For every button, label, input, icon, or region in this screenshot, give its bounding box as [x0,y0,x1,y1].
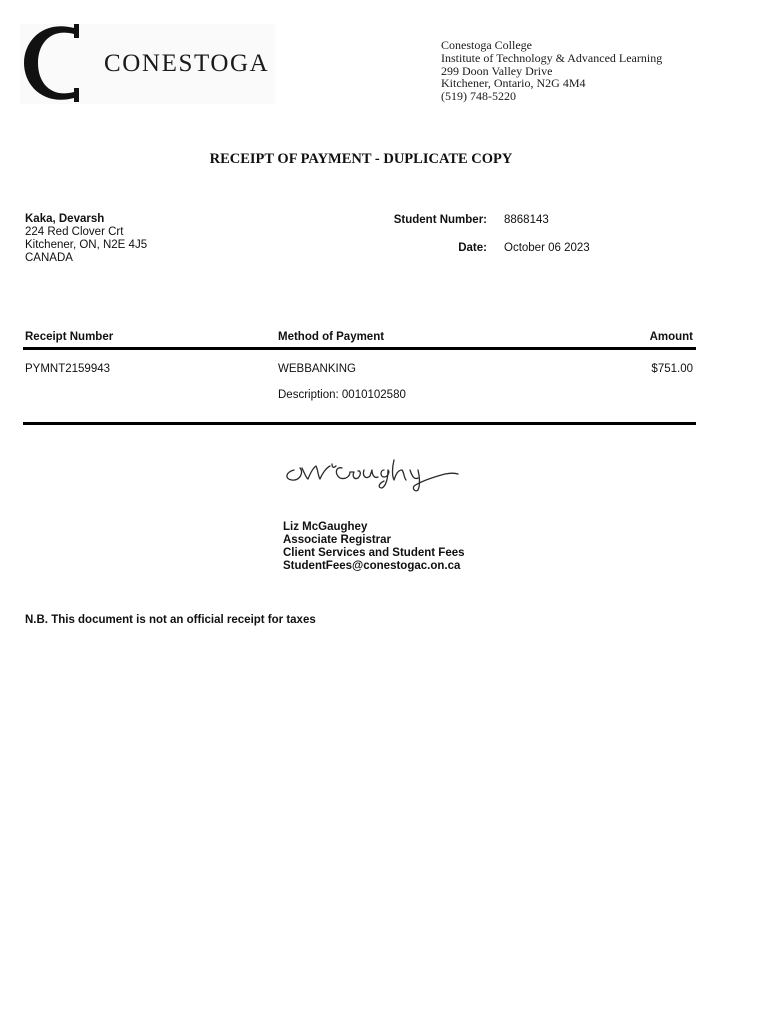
receipt-number-header: Receipt Number [25,331,114,343]
signatory-title: Associate Registrar [283,534,392,546]
handwritten-signature [280,452,465,494]
amount-header: Amount [649,331,693,343]
date-label: Date: [458,242,487,254]
payment-method-header: Method of Payment [278,331,385,343]
description-cell: Description: 0010102580 [278,389,406,401]
tax-disclaimer-note: N.B. This document is not an official receipt for taxes [25,614,316,626]
table-footer-divider [23,422,696,425]
date-value: October 06 2023 [504,242,590,254]
conestoga-logo [20,24,275,104]
college-street: 299 Doon Valley Drive [441,63,553,78]
student-name: Kaka, Devarsh [25,213,105,225]
college-city: Kitchener, Ontario, N2G 4M4 [441,76,586,91]
signatory-department: Client Services and Student Fees [283,547,465,559]
student-address-block [25,213,147,265]
college-address [441,39,662,103]
conestoga-c-mark-icon [22,24,84,102]
receipt-number-cell: PYMNT2159943 [25,363,111,375]
college-phone: (519) 748-5220 [441,89,516,104]
payment-method-cell: WEBBANKING [278,363,356,375]
student-street: 224 Red Clover Crt [25,226,124,238]
signatory-email: StudentFees@conestogac.on.ca [283,560,461,572]
student-country: CANADA [25,252,73,264]
logo-wordmark: CONESTOGA [104,50,270,77]
college-name: Conestoga College [441,38,532,52]
amount-cell: $751.00 [651,363,693,375]
signatory-name: Liz McGaughey [283,521,368,533]
table-header-divider [23,347,696,350]
signatory-block [283,521,465,573]
student-number-label: Student Number: [393,214,487,226]
student-city: Kitchener, ON, N2E 4J5 [25,239,148,251]
document-title: RECEIPT OF PAYMENT - DUPLICATE COPY [209,151,513,167]
college-institute: Institute of Technology & Advanced Learning [441,50,663,65]
student-number-value: 8868143 [504,214,549,226]
